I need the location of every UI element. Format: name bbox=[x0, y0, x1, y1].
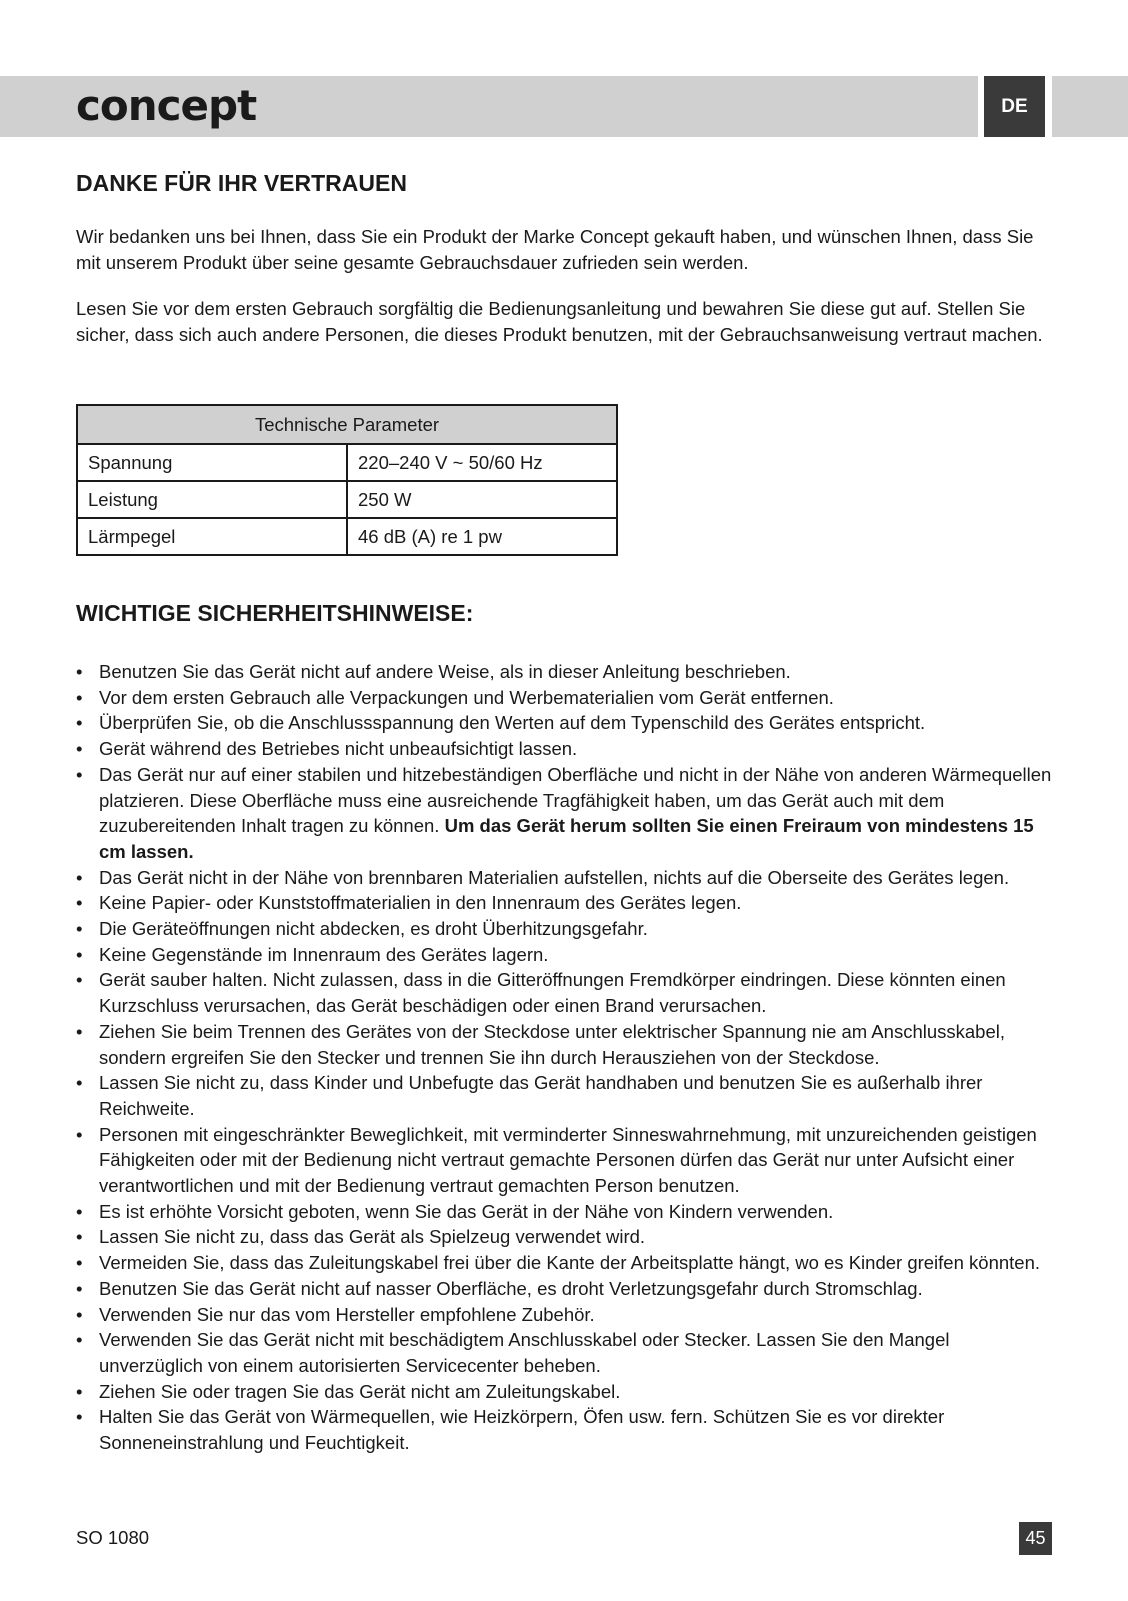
list-item bbox=[76, 1122, 1056, 1199]
item-text: Keine Gegenstände im Innenraum des Gerätes lagern. bbox=[99, 943, 549, 965]
item-text: Benutzen Sie das Gerät nicht auf nasser Oberfläche, es droht Verletzungsgefahr durch Stromschlag. bbox=[99, 1277, 923, 1299]
item-text: Halten Sie das Gerät von Wärmequellen, wie Heizkörpern, Öfen usw. fern. Schützen Sie es vor direkter Sonneneinstrahlung und Feuchtigkeit. bbox=[99, 1406, 945, 1454]
param-value: 250 W bbox=[347, 481, 617, 518]
list-item bbox=[76, 736, 1056, 762]
list-item bbox=[76, 916, 1056, 942]
page-number: 45 bbox=[1019, 1522, 1052, 1555]
list-item bbox=[76, 1404, 1056, 1455]
item-text: Vor dem ersten Gebrauch alle Verpackungen und Werbematerialien vom Gerät entfernen. bbox=[99, 686, 834, 708]
item-text-bold: Um das Gerät herum sollten Sie einen Freiraum von mindestens 15 cm lassen. bbox=[99, 815, 1034, 862]
list-item bbox=[76, 1379, 1056, 1405]
item-text: Lassen Sie nicht zu, dass das Gerät als Spielzeug verwendet wird. bbox=[99, 1226, 646, 1248]
item-text: Personen mit eingeschränkter Beweglichkeit, mit verminderter Sinneswahrnehmung, mit unzureichenden geistigen Fähigkeiten oder mit der Bedienung nicht vertraut gemachte Personen dürfen das Gerät nur unter Aufsicht einer verantwortlichen und mit der Bedienung vertraut gemachten Person benutzen. bbox=[99, 1123, 1037, 1197]
list-item bbox=[76, 1327, 1056, 1378]
list-item bbox=[76, 1199, 1056, 1225]
param-value: 46 dB (A) re 1 pw bbox=[347, 518, 617, 555]
item-text: Verwenden Sie das Gerät nicht mit beschädigtem Anschlusskabel oder Stecker. Lassen Sie den Mangel unverzüglich von einem autorisierten Servicecenter beheben. bbox=[99, 1329, 950, 1376]
intro-paragraph: Wir bedanken uns bei Ihnen, dass Sie ein Produkt der Marke Concept gekauft haben, und wünschen Ihnen, dass Sie mit unserem Produkt über seine gesamte Gebrauchsdauer zufrieden sein werden. bbox=[76, 226, 1034, 273]
section-title-thanks: DANKE FÜR IHR VERTRAUEN bbox=[76, 170, 407, 196]
list-item bbox=[76, 659, 1056, 685]
list-item bbox=[76, 1070, 1056, 1121]
param-value: 220–240 V ~ 50/60 Hz bbox=[347, 444, 617, 481]
table-row bbox=[77, 481, 617, 518]
item-text: Benutzen Sie das Gerät nicht auf andere Weise, als in dieser Anleitung beschrieben. bbox=[99, 661, 791, 682]
item-text: Keine Papier- oder Kunststoffmaterialien in den Innenraum des Gerätes legen. bbox=[99, 892, 742, 914]
list-item bbox=[76, 710, 1056, 736]
table-header: Technische Parameter bbox=[77, 405, 617, 444]
list-item bbox=[76, 1224, 1056, 1250]
param-label: Lärmpegel bbox=[77, 518, 347, 555]
item-text: Verwenden Sie nur das vom Hersteller empfohlene Zubehör. bbox=[99, 1303, 595, 1325]
item-text: Gerät während des Betriebes nicht unbeaufsichtigt lassen. bbox=[99, 738, 578, 760]
item-text: Lassen Sie nicht zu, dass Kinder und Unbefugte das Gerät handhaben und benutzen Sie es außerhalb ihrer Reichweite. bbox=[99, 1072, 983, 1119]
list-item bbox=[76, 967, 1056, 1018]
item-text: Ziehen Sie oder tragen Sie das Gerät nicht am Zuleitungskabel. bbox=[99, 1380, 621, 1402]
item-text: Ziehen Sie beim Trennen des Gerätes von der Steckdose unter elektrischer Spannung nie am Anschlusskabel, sondern ergreifen Sie den Stecker und trennen Sie ihn durch Herausziehen von der Steckdose. bbox=[99, 1020, 1005, 1068]
list-item bbox=[76, 1302, 1056, 1328]
param-label: Leistung bbox=[77, 481, 347, 518]
list-item bbox=[76, 685, 1056, 711]
list-item bbox=[76, 1276, 1056, 1302]
item-text: Das Gerät nicht in der Nähe von brennbaren Materialien aufstellen, nichts auf die Oberseite des Gerätes legen. bbox=[99, 866, 1010, 888]
footer-model: SO 1080 bbox=[76, 1527, 150, 1548]
table-row bbox=[77, 518, 617, 555]
list-item bbox=[76, 942, 1056, 968]
item-text: Vermeiden Sie, dass das Zuleitungskabel frei über die Kante der Arbeitsplatte hängt, wo es Kinder greifen könnten. bbox=[99, 1252, 1040, 1274]
item-text: Überprüfen Sie, ob die Anschlussspannung den Werten auf dem Typenschild des Gerätes entspricht. bbox=[99, 712, 926, 734]
brand-logo: concept bbox=[76, 81, 257, 130]
intro-paragraph: Lesen Sie vor dem ersten Gebrauch sorgfältig die Bedienungsanleitung und bewahren Sie diese gut auf. Stellen Sie sicher, dass sich auch andere Personen, die dieses Produkt benutzen, mit der Gebrauchsanweisung vertraut machen. bbox=[76, 298, 1043, 345]
table-row bbox=[77, 444, 617, 481]
language-badge: DE bbox=[984, 76, 1045, 137]
section-title-safety: WICHTIGE SICHERHEITSHINWEISE: bbox=[76, 600, 474, 626]
item-text: Es ist erhöhte Vorsicht geboten, wenn Sie das Gerät in der Nähe von Kindern verwenden. bbox=[99, 1200, 834, 1222]
list-item bbox=[76, 890, 1056, 916]
item-text: Die Geräteöffnungen nicht abdecken, es droht Überhitzungsgefahr. bbox=[99, 918, 648, 940]
list-item bbox=[76, 1019, 1056, 1070]
list-item bbox=[76, 1250, 1056, 1276]
item-text: Das Gerät nur auf einer stabilen und hitzebeständigen Oberfläche und nicht in der Nähe von anderen Wärmequellen platzieren. Diese Oberfläche muss eine ausreichende Tragfähigkeit haben, um das Gerät auch mit dem zuzubereitenden Inhalt tragen zu können. bbox=[99, 763, 1052, 837]
technical-parameters-table bbox=[76, 404, 618, 556]
safety-list bbox=[76, 659, 1056, 1456]
header-gap bbox=[1045, 76, 1052, 137]
item-text: Gerät sauber halten. Nicht zulassen, dass in die Gitteröffnungen Fremdkörper eindringen. Diese könnten einen Kurzschluss verursachen, das Gerät beschädigen oder einen Brand verursachen. bbox=[99, 969, 1006, 1017]
list-item bbox=[76, 762, 1056, 865]
param-label: Spannung bbox=[77, 444, 347, 481]
list-item bbox=[76, 865, 1056, 891]
